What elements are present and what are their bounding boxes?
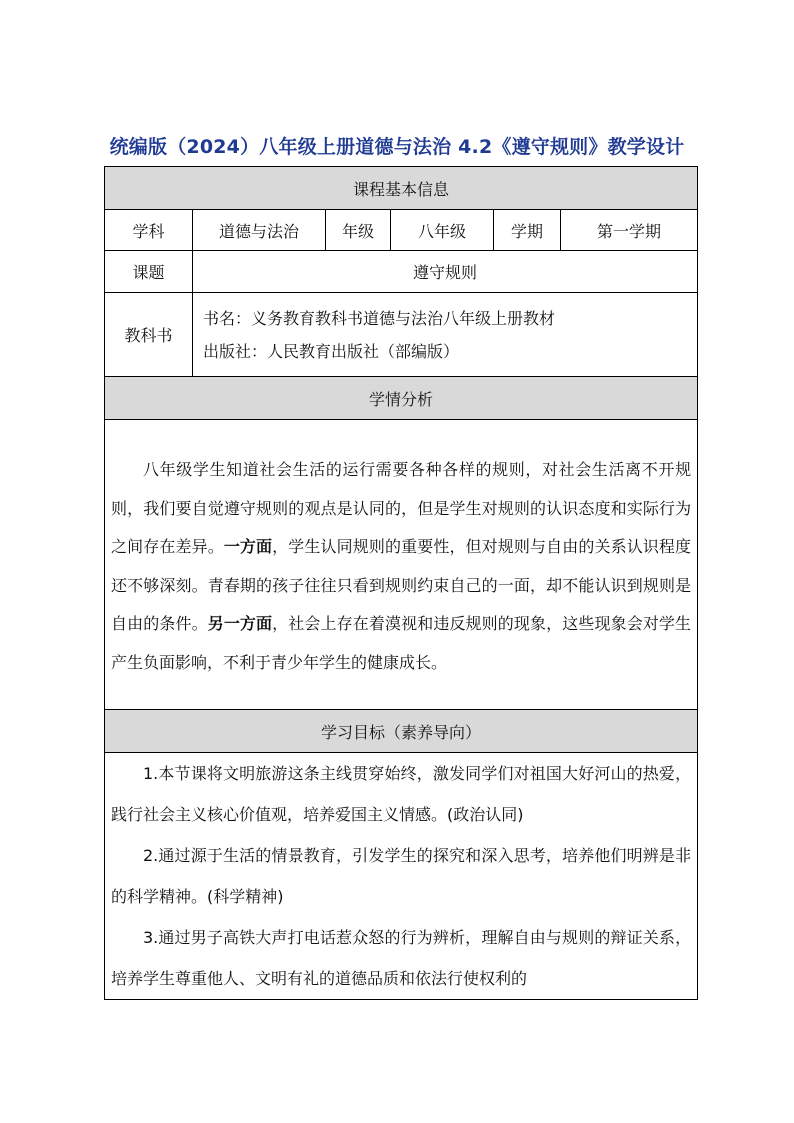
section-header-basic-info: 课程基本信息	[105, 167, 698, 210]
topic-label: 课题	[105, 251, 193, 293]
section-header-analysis: 学情分析	[105, 377, 698, 420]
textbook-publisher: 出版社：人民教育出版社（部编版）	[203, 341, 460, 361]
objectives-row	[105, 753, 698, 1000]
section-header-objectives: 学习目标（素养导向）	[105, 710, 698, 753]
textbook-row	[105, 293, 698, 377]
objectives-content	[105, 753, 698, 1000]
analysis-content	[105, 420, 698, 710]
analysis-header-row	[105, 377, 698, 420]
term-label: 学期	[494, 210, 561, 251]
subject-label: 学科	[105, 210, 193, 251]
topic-row	[105, 251, 698, 293]
analysis-paragraph	[105, 447, 697, 682]
textbook-name: 书名：义务教育教科书道德与法治八年级上册教材	[203, 308, 556, 328]
topic-value: 遵守规则	[193, 251, 698, 293]
term-value: 第一学期	[561, 210, 698, 251]
subject-value: 道德与法治	[193, 210, 326, 251]
objective-item: 2.通过源于生活的情景教育，引发学生的探究和深入思考，培养他们明辨是非的科学精神。(科学精神)	[111, 846, 692, 906]
analysis-row	[105, 420, 698, 710]
document-title: 统编版（2024）八年级上册道德与法治 4.2《遵守规则》教学设计	[109, 136, 685, 158]
grade-label: 年级	[326, 210, 391, 251]
textbook-label: 教科书	[105, 293, 193, 377]
objectives-header-row	[105, 710, 698, 753]
objective-item: 1.本节课将文明旅游这条主线贯穿始终，激发同学们对祖国大好河山的热爱，践行社会主义核心价值观，培养爱国主义情感。(政治认同)	[111, 764, 692, 824]
analysis-emphasis-1: 一方面	[223, 537, 273, 556]
lesson-plan-table	[104, 166, 698, 1000]
grade-value: 八年级	[391, 210, 494, 251]
analysis-text-1: 八年级学生知道社会生活的运行需要各种各样的规则，对社会生活离不开规则，我们要自觉遵守规则的观点是认同的，但是学生对规则的认识态度和实际行为之间存在差异。	[111, 460, 692, 556]
analysis-emphasis-2: 另一方面	[207, 614, 273, 633]
basic-info-header-row	[105, 167, 698, 210]
subject-row	[105, 210, 698, 251]
analysis-text-2: ，学生认同规则的重要性，但对规则与自由的关系认识程度还不够深刻。青春期的孩子往往只看到规则约束自己的一面，却不能认识到规则是自由的条件。	[111, 537, 692, 633]
objective-item: 3.通过男子高铁大声打电话惹众怒的行为辨析，理解自由与规则的辩证关系，培养学生尊重他人、文明有礼的道德品质和依法行使权利的	[111, 928, 692, 988]
textbook-info	[193, 293, 698, 377]
analysis-text-3: ，社会上存在着漠视和违反规则的现象，这些现象会对学生产生负面影响，不利于青少年学生的健康成长。	[111, 614, 692, 672]
